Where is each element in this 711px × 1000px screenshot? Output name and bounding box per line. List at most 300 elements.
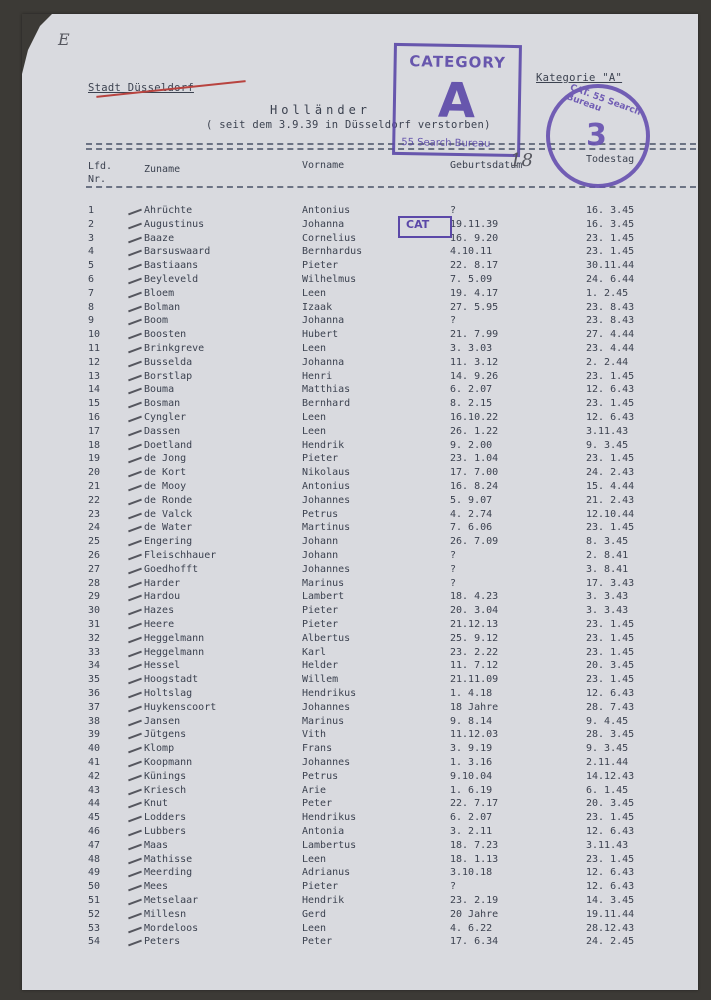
row-deathdate: 23. 1.45 — [586, 853, 635, 865]
row-birthdate: 26. 1.22 — [450, 425, 499, 437]
check-mark — [128, 485, 142, 492]
row-number: 41 — [88, 757, 101, 768]
category-header: Kategorie "A" — [536, 72, 623, 84]
row-surname: de Mooy — [144, 481, 187, 492]
check-mark — [128, 692, 142, 699]
row-surname: Hazes — [144, 605, 175, 617]
row-birthdate: 19.11.39 — [450, 218, 499, 230]
row-firstname: Johannes — [302, 563, 351, 575]
row-surname: Millesn — [144, 908, 187, 920]
row-number: 11 — [88, 343, 101, 354]
row-number: 14 — [88, 384, 101, 396]
row-number: 19 — [88, 453, 101, 465]
check-mark — [128, 319, 142, 326]
check-mark — [128, 636, 142, 643]
table-row — [0, 633, 711, 646]
row-surname: Heggelmann — [144, 632, 205, 644]
row-number: 46 — [88, 826, 101, 837]
row-surname: Künings — [144, 770, 187, 782]
table-row — [0, 881, 711, 894]
stamp-ring-text: CAT. 55 Search Bureau — [564, 82, 643, 118]
row-birthdate: 16. 8.24 — [450, 481, 499, 492]
row-firstname: Karl — [302, 646, 327, 658]
row-firstname: Hendrikus — [302, 688, 357, 699]
check-mark — [128, 899, 142, 906]
row-surname: Knut — [144, 798, 169, 810]
table-row — [0, 357, 711, 370]
row-surname: de Jong — [144, 453, 187, 465]
row-surname: Dassen — [144, 425, 181, 437]
row-birthdate: 18. 1.13 — [450, 853, 499, 865]
check-mark — [128, 747, 142, 754]
table-row — [0, 757, 711, 770]
table-row — [0, 647, 711, 660]
row-birthdate: 4. 2.74 — [450, 508, 493, 520]
row-surname: Augustinus — [144, 218, 205, 230]
check-mark — [128, 567, 142, 574]
search-bureau-stamp — [546, 84, 650, 188]
row-number: 29 — [88, 591, 101, 603]
table-row — [0, 909, 711, 922]
row-surname: Heere — [144, 619, 175, 630]
row-firstname: Pieter — [302, 260, 339, 272]
row-surname: Mordeloos — [144, 922, 199, 934]
check-mark — [128, 609, 142, 616]
row-number: 21 — [88, 481, 101, 492]
row-number: 40 — [88, 743, 101, 755]
table-row — [0, 867, 711, 880]
row-birthdate: 17. 7.00 — [450, 467, 499, 479]
row-firstname: Hubert — [302, 329, 339, 341]
row-number: 35 — [88, 674, 101, 686]
row-deathdate: 30.11.44 — [586, 260, 635, 272]
table-row — [0, 343, 711, 356]
table-row — [0, 371, 711, 384]
row-firstname: Antonius — [302, 481, 351, 492]
check-mark — [128, 498, 142, 505]
row-number: 38 — [88, 715, 101, 727]
row-surname: Busselda — [144, 356, 193, 368]
check-mark — [128, 278, 142, 285]
row-deathdate: 23. 1.45 — [586, 674, 635, 686]
row-deathdate: 23. 8.43 — [586, 315, 635, 327]
row-birthdate: ? — [450, 315, 457, 327]
row-deathdate: 23. 1.45 — [586, 812, 635, 824]
row-surname: Klomp — [144, 743, 175, 755]
city-header: Stadt Düsseldorf — [88, 82, 194, 94]
row-birthdate: 19. 4.17 — [450, 287, 499, 299]
row-surname: Bolman — [144, 301, 181, 313]
check-mark — [128, 402, 142, 409]
row-deathdate: 19.11.44 — [586, 908, 635, 920]
table-row — [0, 384, 711, 397]
row-firstname: Izaak — [302, 301, 333, 313]
row-surname: de Ronde — [144, 494, 193, 506]
row-firstname: Pieter — [302, 881, 339, 893]
row-birthdate: ? — [450, 205, 457, 216]
row-number: 30 — [88, 605, 101, 617]
check-mark — [128, 429, 142, 436]
row-deathdate: 21. 2.43 — [586, 494, 635, 506]
table-row — [0, 936, 711, 949]
row-firstname: Johanna — [302, 315, 345, 327]
check-mark — [128, 236, 142, 243]
small-category-stamp: CAT — [398, 216, 452, 238]
row-birthdate: 5. 9.07 — [450, 494, 493, 506]
row-number: 27 — [88, 563, 101, 575]
table-row — [0, 274, 711, 287]
row-deathdate: 14. 3.45 — [586, 895, 635, 906]
row-deathdate: 23. 1.45 — [586, 232, 635, 244]
row-deathdate: 23. 8.43 — [586, 301, 635, 313]
check-mark — [128, 830, 142, 837]
row-number: 5 — [88, 260, 95, 272]
row-surname: Engering — [144, 536, 193, 548]
row-birthdate: 22. 8.17 — [450, 260, 499, 272]
row-deathdate: 12. 6.43 — [586, 826, 635, 837]
check-mark — [128, 526, 142, 533]
row-firstname: Hendrik — [302, 895, 345, 906]
row-deathdate: 24. 6.44 — [586, 274, 635, 285]
table-row — [0, 702, 711, 715]
check-mark — [128, 360, 142, 367]
row-birthdate: 18. 4.23 — [450, 591, 499, 603]
row-birthdate: 21.11.09 — [450, 674, 499, 686]
check-mark — [128, 222, 142, 229]
row-surname: Jansen — [144, 715, 181, 727]
row-deathdate: 12. 6.43 — [586, 384, 635, 396]
row-deathdate: 12. 6.43 — [586, 412, 635, 423]
row-deathdate: 28.12.43 — [586, 922, 635, 934]
check-mark — [128, 761, 142, 768]
row-firstname: Bernhardus — [302, 246, 363, 258]
row-deathdate: 24. 2.43 — [586, 467, 635, 479]
table-row — [0, 798, 711, 811]
row-surname: Hessel — [144, 660, 181, 672]
row-number: 28 — [88, 577, 101, 589]
row-firstname: Vith — [302, 729, 327, 741]
table-row — [0, 578, 711, 591]
table-row — [0, 315, 711, 328]
row-number: 10 — [88, 329, 101, 341]
row-deathdate: 6. 1.45 — [586, 784, 629, 796]
row-firstname: Willem — [302, 674, 339, 686]
row-deathdate: 3.11.43 — [586, 839, 629, 851]
table-row — [0, 288, 711, 301]
row-birthdate: 3.10.18 — [450, 867, 493, 879]
row-deathdate: 2.11.44 — [586, 757, 629, 768]
check-mark — [128, 912, 142, 919]
row-deathdate: 23. 1.45 — [586, 619, 635, 630]
row-birthdate: 11. 7.12 — [450, 660, 499, 672]
row-surname: Bosman — [144, 398, 181, 410]
check-mark — [128, 250, 142, 257]
row-birthdate: 14. 9.26 — [450, 370, 499, 382]
row-number: 43 — [88, 784, 101, 796]
row-birthdate: 22. 7.17 — [450, 798, 499, 810]
row-number: 17 — [88, 425, 101, 437]
row-deathdate: 16. 3.45 — [586, 205, 635, 216]
row-deathdate: 3. 3.43 — [586, 605, 629, 617]
row-surname: Hoogstadt — [144, 674, 199, 686]
row-surname: Meerding — [144, 867, 193, 879]
row-surname: Fleischhauer — [144, 550, 217, 561]
check-mark — [128, 802, 142, 809]
col-header-tod: Todestag — [586, 154, 635, 165]
check-mark — [128, 416, 142, 423]
row-birthdate: 9. 8.14 — [450, 715, 493, 727]
row-surname: de Valck — [144, 508, 193, 520]
row-deathdate: 23. 1.45 — [586, 646, 635, 658]
check-mark — [128, 816, 142, 823]
table-row — [0, 205, 711, 218]
row-birthdate: 25. 9.12 — [450, 632, 499, 644]
col-header-name: Zuname — [144, 164, 181, 175]
row-firstname: Martinus — [302, 522, 351, 534]
category-stamp — [392, 43, 522, 157]
row-surname: Holtslag — [144, 688, 193, 699]
row-number: 37 — [88, 701, 101, 713]
row-number: 2 — [88, 218, 95, 230]
row-firstname: Petrus — [302, 508, 339, 520]
check-mark — [128, 733, 142, 740]
check-mark — [128, 305, 142, 312]
row-deathdate: 1. 2.45 — [586, 287, 629, 299]
row-number: 44 — [88, 798, 101, 810]
row-firstname: Antonius — [302, 205, 351, 216]
row-birthdate: 8. 2.15 — [450, 398, 493, 410]
table-row — [0, 674, 711, 687]
row-surname: Maas — [144, 839, 169, 851]
row-deathdate: 24. 2.45 — [586, 936, 635, 948]
row-deathdate: 17. 3.43 — [586, 577, 635, 589]
row-surname: Lodders — [144, 812, 187, 824]
document-subtitle: ( seit dem 3.9.39 in Düsseldorf verstorben) — [206, 119, 491, 131]
row-surname: Ahrüchte — [144, 205, 193, 216]
row-firstname: Leen — [302, 425, 327, 437]
check-mark — [128, 333, 142, 340]
row-deathdate: 9. 3.45 — [586, 439, 629, 451]
row-firstname: Johannes — [302, 701, 351, 713]
row-number: 52 — [88, 908, 101, 920]
stamp-org: 55 Search Bureau — [401, 137, 491, 150]
row-deathdate: 16. 3.45 — [586, 218, 635, 230]
table-row — [0, 246, 711, 259]
row-birthdate: ? — [450, 563, 457, 575]
check-mark — [128, 347, 142, 354]
row-surname: Doetland — [144, 439, 193, 451]
check-mark — [128, 664, 142, 671]
check-mark — [128, 843, 142, 850]
row-birthdate: 18. 7.23 — [450, 839, 499, 851]
row-number: 13 — [88, 370, 101, 382]
row-birthdate: 18 Jahre — [450, 701, 499, 713]
table-row — [0, 550, 711, 563]
table-row — [0, 743, 711, 756]
row-deathdate: 28. 7.43 — [586, 701, 635, 713]
row-deathdate: 3. 3.43 — [586, 591, 629, 603]
row-number: 39 — [88, 729, 101, 741]
row-birthdate: 21. 7.99 — [450, 329, 499, 341]
table-row — [0, 826, 711, 839]
table-row — [0, 467, 711, 480]
table-row — [0, 398, 711, 411]
check-mark — [128, 264, 142, 271]
table-row — [0, 771, 711, 784]
check-mark — [128, 940, 142, 947]
corner-annotation: E — [58, 30, 70, 49]
check-mark — [128, 581, 142, 588]
row-birthdate: 3. 2.11 — [450, 826, 493, 837]
table-row — [0, 729, 711, 742]
row-surname: Boom — [144, 315, 169, 327]
row-surname: Mees — [144, 881, 169, 893]
stamp-title: CATEGORY — [409, 52, 507, 72]
row-firstname: Bernhard — [302, 398, 351, 410]
check-mark — [128, 471, 142, 478]
table-row — [0, 495, 711, 508]
check-mark — [128, 623, 142, 630]
row-number: 32 — [88, 632, 101, 644]
row-birthdate: 7. 5.09 — [450, 274, 493, 285]
row-firstname: Marinus — [302, 577, 345, 589]
row-number: 20 — [88, 467, 101, 479]
check-mark — [128, 595, 142, 602]
row-number: 26 — [88, 550, 101, 561]
check-mark — [128, 774, 142, 781]
row-firstname: Hendrik — [302, 439, 345, 451]
row-firstname: Adrianus — [302, 867, 351, 879]
row-firstname: Frans — [302, 743, 333, 755]
row-birthdate: 3. 3.03 — [450, 343, 493, 354]
row-number: 16 — [88, 412, 101, 423]
row-birthdate: 3. 9.19 — [450, 743, 493, 755]
row-birthdate: 23. 2.22 — [450, 646, 499, 658]
row-surname: de Water — [144, 522, 193, 534]
check-mark — [128, 291, 142, 298]
row-surname: Harder — [144, 577, 181, 589]
row-birthdate: 4.10.11 — [450, 246, 493, 258]
row-number: 4 — [88, 246, 95, 258]
row-surname: Bouma — [144, 384, 175, 396]
row-number: 3 — [88, 232, 95, 244]
row-surname: Boosten — [144, 329, 187, 341]
row-firstname: Pieter — [302, 619, 339, 630]
row-number: 48 — [88, 853, 101, 865]
pencil-annotation: 18 — [510, 150, 533, 171]
row-surname: Kriesch — [144, 784, 187, 796]
table-row — [0, 481, 711, 494]
row-firstname: Lambert — [302, 591, 345, 603]
document-title: Holländer — [270, 103, 372, 117]
check-mark — [128, 512, 142, 519]
row-number: 51 — [88, 895, 101, 906]
row-deathdate: 23. 1.45 — [586, 522, 635, 534]
row-firstname: Johann — [302, 536, 339, 548]
row-birthdate: 26. 7.09 — [450, 536, 499, 548]
row-number: 42 — [88, 770, 101, 782]
row-firstname: Peter — [302, 798, 333, 810]
row-deathdate: 23. 1.45 — [586, 370, 635, 382]
table-row — [0, 785, 711, 798]
row-surname: Huykenscoort — [144, 701, 217, 713]
table-row — [0, 453, 711, 466]
row-number: 18 — [88, 439, 101, 451]
row-surname: Barsuswaard — [144, 246, 211, 258]
row-number: 53 — [88, 922, 101, 934]
row-birthdate: 9. 2.00 — [450, 439, 493, 451]
row-deathdate: 23. 1.45 — [586, 632, 635, 644]
row-number: 15 — [88, 398, 101, 410]
col-header-vorname: Vorname — [302, 160, 345, 171]
table-row — [0, 219, 711, 232]
check-mark — [128, 857, 142, 864]
table-row — [0, 605, 711, 618]
row-birthdate: 23. 1.04 — [450, 453, 499, 465]
row-surname: Beyleveld — [144, 274, 199, 285]
table-row — [0, 716, 711, 729]
row-firstname: Pieter — [302, 605, 339, 617]
row-number: 9 — [88, 315, 95, 327]
row-surname: Peters — [144, 936, 181, 948]
row-firstname: Lambertus — [302, 839, 357, 851]
row-deathdate: 14.12.43 — [586, 770, 635, 782]
stamp-letter: A — [437, 72, 476, 130]
row-deathdate: 23. 4.44 — [586, 343, 635, 354]
row-number: 33 — [88, 646, 101, 658]
row-deathdate: 15. 4.44 — [586, 481, 635, 492]
row-firstname: Leen — [302, 412, 327, 423]
table-row — [0, 591, 711, 604]
check-mark — [128, 719, 142, 726]
row-firstname: Wilhelmus — [302, 274, 357, 285]
row-birthdate: 20 Jahre — [450, 908, 499, 920]
row-deathdate: 3.11.43 — [586, 425, 629, 437]
row-birthdate: 9.10.04 — [450, 770, 493, 782]
row-firstname: Johannes — [302, 494, 351, 506]
table-row — [0, 660, 711, 673]
row-firstname: Marinus — [302, 715, 345, 727]
table-row — [0, 412, 711, 425]
row-number: 34 — [88, 660, 101, 672]
table-row — [0, 854, 711, 867]
row-number: 1 — [88, 205, 95, 216]
row-surname: Borstlap — [144, 370, 193, 382]
row-deathdate: 9. 4.45 — [586, 715, 629, 727]
row-firstname: Hendrikus — [302, 812, 357, 824]
row-deathdate: 9. 3.45 — [586, 743, 629, 755]
row-birthdate: ? — [450, 550, 457, 561]
row-number: 8 — [88, 301, 95, 313]
row-surname: Koopmann — [144, 757, 193, 768]
row-number: 23 — [88, 508, 101, 520]
row-birthdate: 4. 6.22 — [450, 922, 493, 934]
row-firstname: Albertus — [302, 632, 351, 644]
row-number: 31 — [88, 619, 101, 630]
row-surname: Mathisse — [144, 853, 193, 865]
row-deathdate: 20. 3.45 — [586, 798, 635, 810]
row-surname: Bloem — [144, 287, 175, 299]
check-mark — [128, 705, 142, 712]
row-surname: Cyngler — [144, 412, 187, 423]
table-row — [0, 619, 711, 632]
row-birthdate: ? — [450, 881, 457, 893]
row-firstname: Arie — [302, 784, 327, 796]
row-firstname: Leen — [302, 287, 327, 299]
row-deathdate: 12.10.44 — [586, 508, 635, 520]
row-surname: Brinkgreve — [144, 343, 205, 354]
row-birthdate: 7. 6.06 — [450, 522, 493, 534]
